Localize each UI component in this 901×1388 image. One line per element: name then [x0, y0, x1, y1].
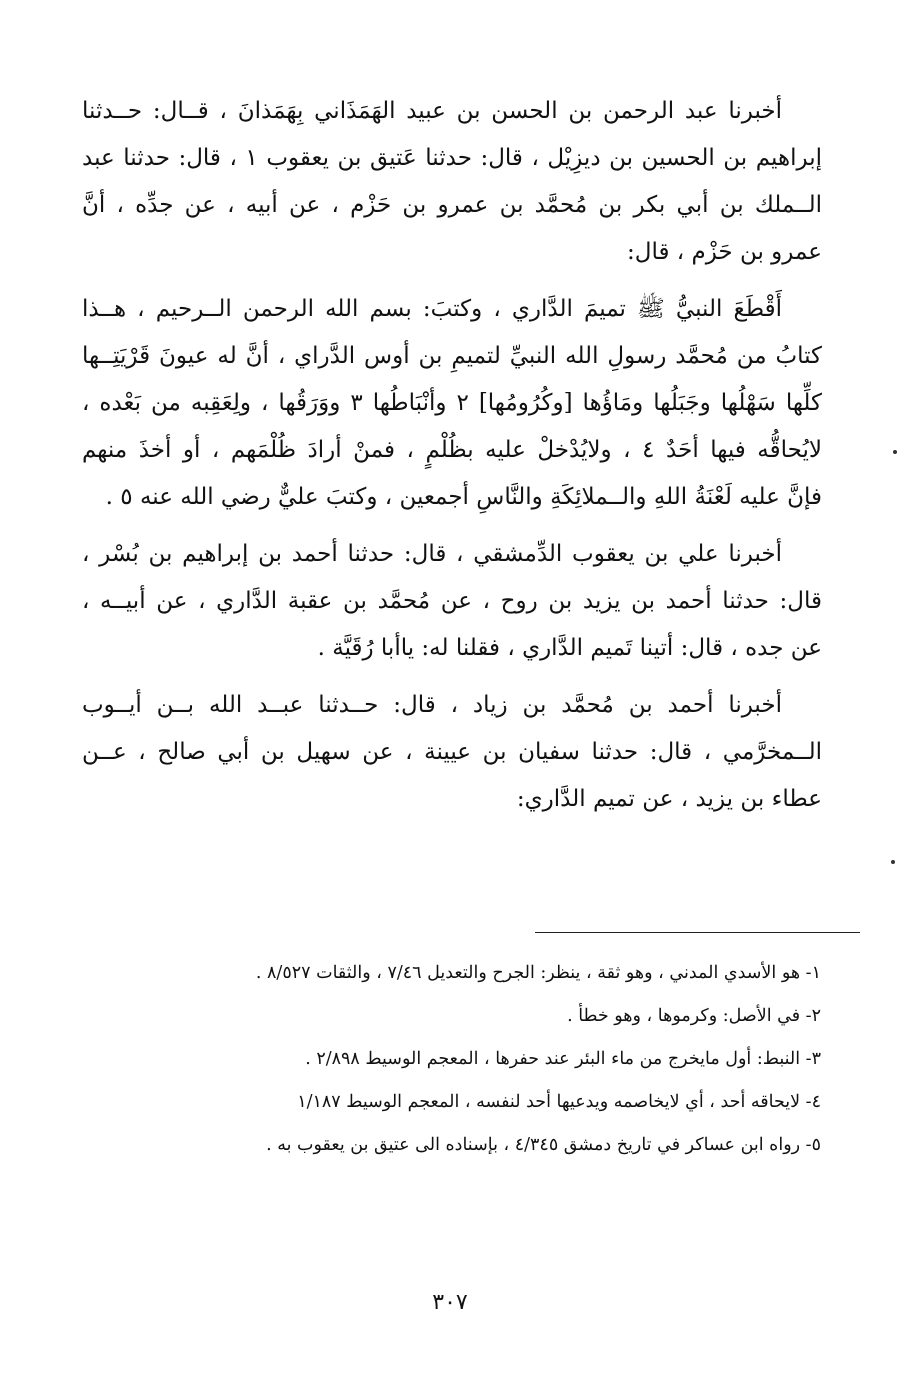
text-line: الــملك بن أبي بكر بن مُحمَّد بن عمرو بن حَزْم ، عن أبيه ، عن جدِّه ، أنَّ: [82, 192, 822, 218]
text-line: أَقْطَعَ النبيُّ ﷺ تميمَ الدَّاري ، وكتبَ: بسم الله الرحمن الــرحيم ، هــذا: [82, 296, 782, 322]
paragraph-2: [82, 286, 822, 521]
footnote-1: ١- هو الأسدي المدني ، وهو ثقة ، ينظر: الجرح والتعديل ٧/٤٦ ، والثقات ٨/٥٢٧ .: [255, 963, 821, 983]
margin-speck: [891, 860, 895, 864]
footnote-4: ٤- لايحاقه أحد ، أي لايخاصمه ويدعيها أحد لنفسه ، المعجم الوسيط ١/١٨٧: [297, 1092, 821, 1112]
text-line: عمرو بن حَزْم ، قال:: [626, 239, 822, 265]
text-line: فإنَّ عليه لَعْنَةُ اللهِ والــملائِكَةِ والنَّاسِ أجمعين ، وكتبَ عليٌّ رضي الله عنه ٥ .: [105, 484, 822, 510]
text-line: الــمخرَّمي ، قال: حدثنا سفيان بن عيينة ، عن سهيل بن أبي صالح ، عــن: [82, 739, 822, 765]
margin-speck: [893, 450, 897, 454]
text-line: عطاء بن يزيد ، عن تميم الدَّاري:: [516, 786, 822, 812]
text-line: إبراهيم بن الحسين بن ديزِيْل ، قال: حدثنا عَتيق بن يعقوب ١ ، قال: حدثنا عبد: [82, 145, 822, 171]
text-line: أخبرنا علي بن يعقوب الدِّمشقي ، قال: حدثنا أحمد بن إبراهيم بن بُسْر ،: [82, 541, 782, 567]
page-number: ٣٠٧: [432, 1290, 468, 1315]
footnote-5: ٥- رواه ابن عساكر في تاريخ دمشق ٤/٣٤٥ ، بإسناده الى عتيق بن يعقوب به .: [266, 1135, 821, 1155]
footnote-2: ٢- في الأصل: وكرموها ، وهو خطأ .: [567, 1006, 821, 1026]
text-line: قال: حدثنا أحمد بن يزيد بن روح ، عن مُحمَّد بن عقبة الدَّاري ، عن أبيــه ،: [82, 588, 822, 614]
paragraph-3: [82, 531, 822, 672]
footnote-separator: [535, 932, 860, 933]
text-line: أخبرنا عبد الرحمن بن الحسن بن عبيد الهَمَذَاني بِهَمَذانَ ، قــال: حــدثنا: [82, 98, 782, 124]
footnotes: [140, 952, 821, 1167]
text-line: كتابُ من مُحمَّد رسولِ الله النبيِّ لتميمِ بن أوس الدَّراي ، أنَّ له عيونَ قَرْيَتِــها: [82, 343, 822, 369]
text-line: لايُحاقُّه فيها أحَدٌ ٤ ، ولايُدْخلْ عليه بظُلْمٍ ، فمنْ أرادَ ظُلْمَهم ، أو أخذَ منهم: [82, 437, 822, 463]
footnote-3: ٣- النبط: أول مايخرج من ماء البئر عند حفرها ، المعجم الوسيط ٢/٨٩٨ .: [305, 1049, 821, 1069]
main-text: [82, 88, 822, 823]
paragraph-1: [82, 88, 822, 276]
text-line: أخبرنا أحمد بن مُحمَّد بن زياد ، قال: حــدثنا عبــد الله بــن أيــوب: [82, 692, 782, 718]
text-line: كلِّها سَهْلُها وجَبَلُها ومَاؤُها [وكُرُومُها] ٢ وأنْبَاطُها ٣ ووَرَقُها ، ولِعَقِبه من بَعْده ،: [82, 390, 822, 416]
text-line: عن جده ، قال: أتينا تَميم الدَّاري ، فقلنا له: ياأبا رُقَيَّة .: [317, 635, 822, 661]
paragraph-4: [82, 682, 822, 823]
